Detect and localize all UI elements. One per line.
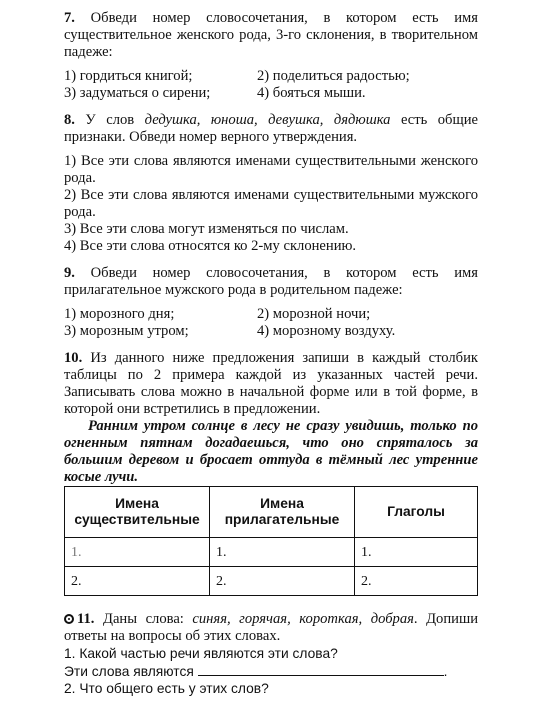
table-row <box>65 538 478 567</box>
task-11: 11. Даны слова: синяя, горячая, короткая, добрая. Допиши ответы на вопросы об этих словах. 1. Какой частью речи являются эти слова? Эти слова являются . 2. Что общего есть у этих слов? <box>64 611 479 696</box>
table-cell[interactable]: 1. <box>65 538 210 567</box>
task-7-text: Обведи номер словосочетания, в котором есть имя существительное женского рода, 3-го склонения, в творительном падеже: <box>64 10 478 60</box>
task-9-option-1[interactable]: 1) морозного дня; <box>64 306 175 322</box>
task-11-text-after: . Допиши ответы на вопросы об этих словах. <box>64 611 479 644</box>
task-9-option-4[interactable]: 4) морозному воздуху. <box>257 323 396 339</box>
task-7-number: 7. <box>64 10 75 26</box>
table-cell[interactable]: 2. <box>355 567 478 596</box>
task-8-words: дедушка, юноша, девушка, дядюшка <box>144 112 391 128</box>
task-9-option-2[interactable]: 2) морозной ночи; <box>257 306 371 322</box>
task-9-text: Обведи номер словосочетания, в котором есть имя прилагательное мужского рода в родительном падеже: <box>64 265 478 298</box>
task-9-option-3[interactable]: 3) морозным утром; <box>64 323 189 339</box>
worksheet-page <box>64 10 478 707</box>
task-7-option-4[interactable]: 4) бояться мыши. <box>257 85 366 101</box>
column-header-verbs: Глаголы <box>355 487 478 538</box>
task-10-text: Из данного ниже предложения запиши в каждый столбик таблицы по 2 примера каждой из указанных частей речи. Записывать слова можно в начальной форме или в той форме, в которой они встретились в предложении. <box>64 350 478 417</box>
task-11-question-2: 2. Что общего есть у этих слов? <box>64 681 269 696</box>
column-header-adjectives: Имена прилагательные <box>210 487 355 538</box>
task-11-words: синяя, горячая, короткая, добрая <box>192 611 414 627</box>
column-header-nouns: Имена существительные <box>65 487 210 538</box>
task-8-option-1[interactable]: 1) Все эти слова являются именами существительными женского рода. <box>64 153 478 186</box>
task-9-number: 9. <box>64 265 75 281</box>
task-8-text-before: У слов <box>85 112 135 128</box>
task-7 <box>64 10 478 102</box>
task-10-quote: Ранним утром солнце в лесу не сразу увидишь, только по огненным пятнам догадаешься, что оно спряталось за большим деревом и бросает оттуда в тёмный лес утренние косые лучи. <box>64 418 478 485</box>
task-10 <box>64 350 478 596</box>
table-cell[interactable]: 1. <box>210 538 355 567</box>
answer-blank[interactable] <box>198 662 444 676</box>
task-8 <box>64 112 478 255</box>
task-8-number: 8. <box>64 112 75 128</box>
task-7-option-2[interactable]: 2) поделиться радостью; <box>257 68 410 84</box>
difficulty-marker-icon <box>64 614 74 624</box>
answer-table <box>64 486 478 596</box>
table-cell[interactable]: 2. <box>210 567 355 596</box>
table-header-row <box>65 487 478 538</box>
table-cell[interactable]: 2. <box>65 567 210 596</box>
task-11-answer-1-prefix: Эти слова являются <box>64 664 194 679</box>
task-8-option-2[interactable]: 2) Все эти слова являются именами существительными мужского рода. <box>64 187 478 220</box>
task-8-option-3[interactable]: 3) Все эти слова могут изменяться по числам. <box>64 221 349 237</box>
task-8-text-after: есть общие признаки. Обведи номер верного утверждения. <box>64 112 478 145</box>
task-11-question-1: 1. Какой частью речи являются эти слова? <box>64 646 338 661</box>
task-8-options <box>64 153 478 255</box>
table-row <box>65 567 478 596</box>
task-11-number: 11. <box>77 611 95 627</box>
task-7-option-3[interactable]: 3) задуматься о сирени; <box>64 85 211 101</box>
task-9 <box>64 265 478 340</box>
task-7-options <box>64 68 478 102</box>
table-cell[interactable]: 1. <box>355 538 478 567</box>
task-10-number: 10. <box>64 350 83 366</box>
task-7-option-1[interactable]: 1) гордиться книгой; <box>64 68 193 84</box>
task-11-text-before: Даны слова: <box>102 611 184 627</box>
task-8-option-4[interactable]: 4) Все эти слова относятся ко 2-му склонению. <box>64 238 357 254</box>
task-9-options <box>64 306 478 340</box>
